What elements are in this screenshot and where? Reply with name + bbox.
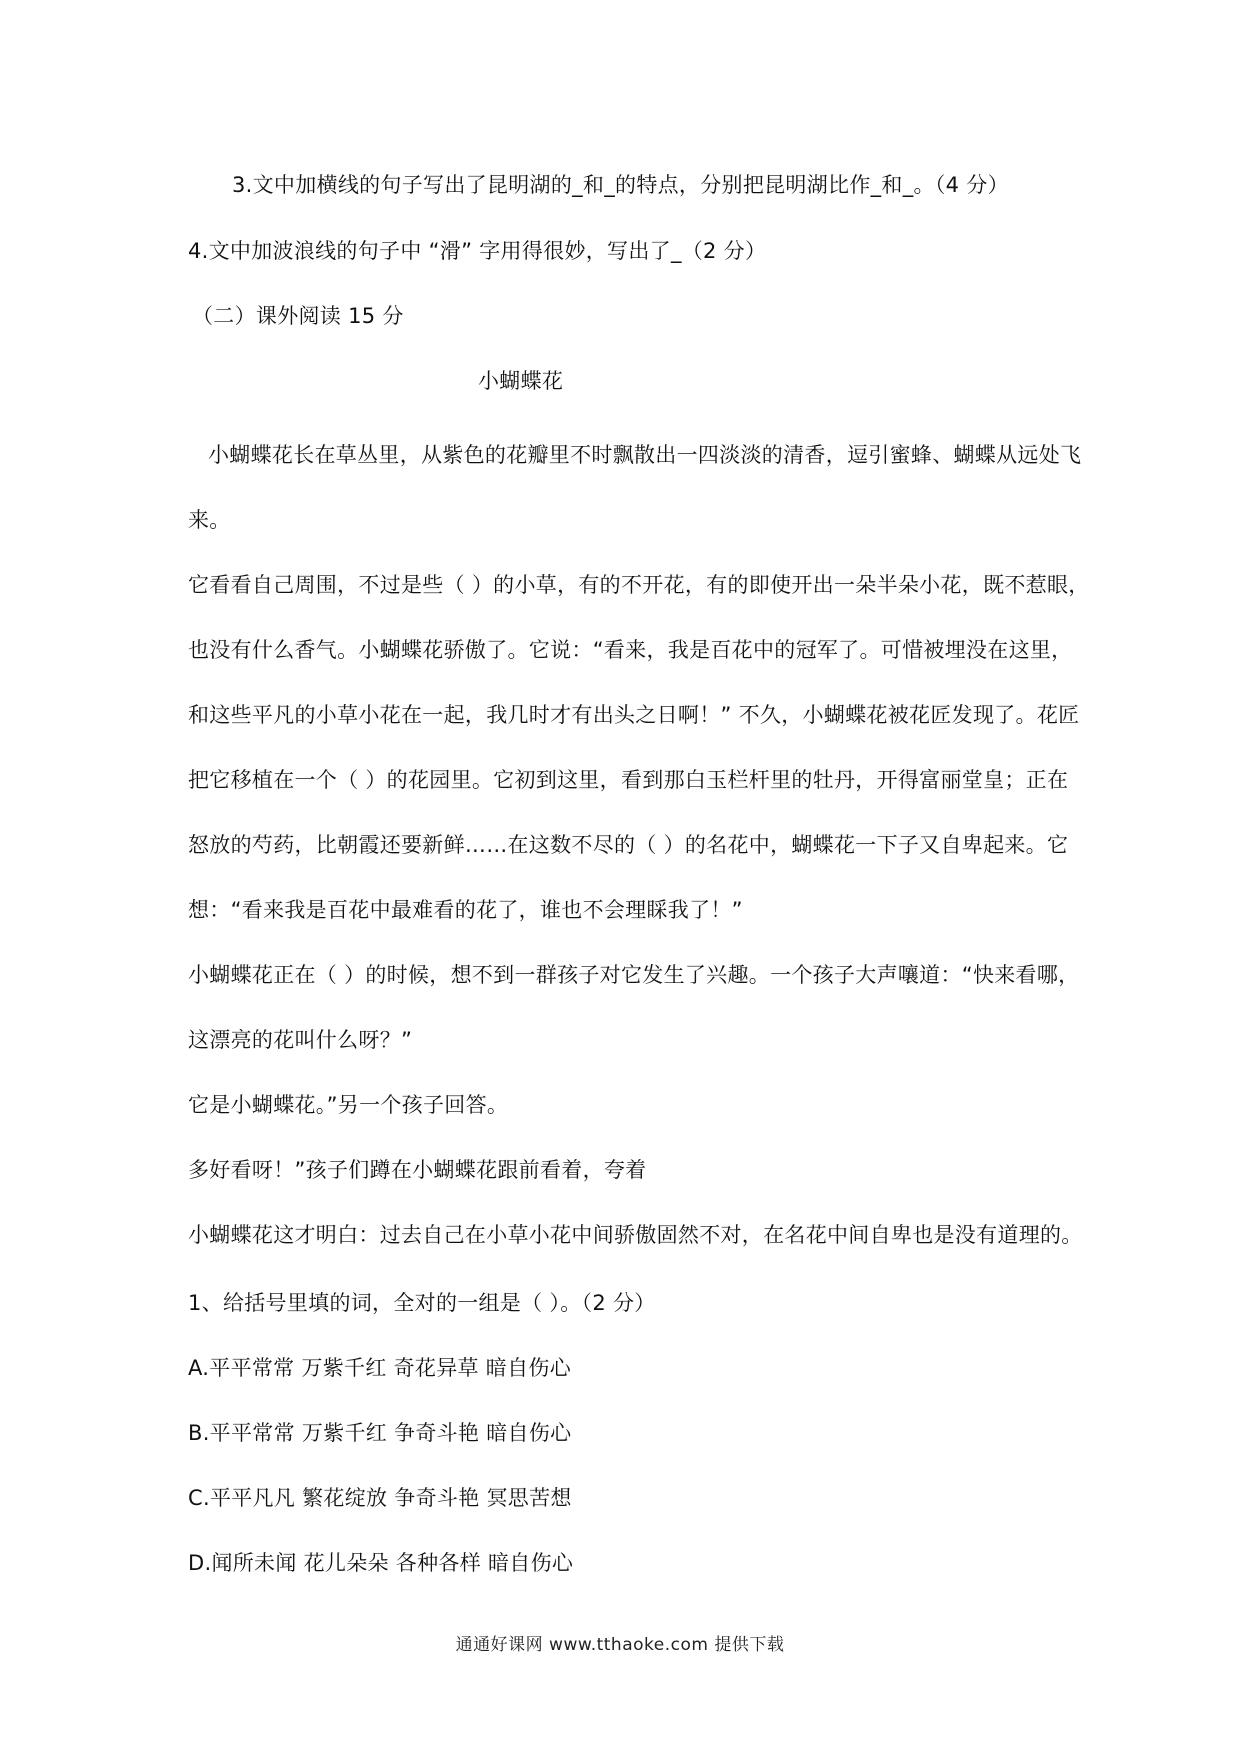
- story-line: 来。: [188, 508, 231, 532]
- story-line: 怒放的芍药，比朝霞还要新鲜……在这数不尽的（ ）的名花中，蝴蝶花一下子又自卑起来。它: [188, 833, 1069, 857]
- question-4: 4.文中加波浪线的句子中 “滑” 字用得很妙，写出了_（2 分）: [188, 239, 767, 263]
- story-line: 想：“看来我是百花中最难看的花了，谁也不会理睬我了！”: [188, 898, 743, 922]
- story-line: 这漂亮的花叫什么呀？”: [188, 1028, 413, 1052]
- option-b: B.平平常常 万紫千红 争奇斗艳 暗自伤心: [188, 1421, 572, 1445]
- option-c: C.平平凡凡 繁花绽放 争奇斗艳 冥思苦想: [188, 1486, 572, 1510]
- story-line: 它看看自己周围，不过是些（ ）的小草，有的不开花，有的即使开出一朵半朵小花，既不惹眼，: [188, 573, 1090, 597]
- story-line: 也没有什么香气。小蝴蝶花骄傲了。它说：“看来，我是百花中的冠军了。可惜被埋没在这里，: [188, 638, 1073, 662]
- story-title: 小蝴蝶花: [478, 369, 564, 393]
- story-line: 小蝴蝶花长在草丛里，从紫色的花瓣里不时飘散出一四淡淡的清香，逗引蜜蜂、蝴蝶从远处飞: [208, 443, 1082, 467]
- option-a: A.平平常常 万紫千红 奇花异草 暗自伤心: [188, 1356, 571, 1380]
- story-line: 多好看呀！”孩子们蹲在小蝴蝶花跟前看着，夸着: [188, 1158, 647, 1182]
- question-3: 3.文中加横线的句子写出了昆明湖的_和_的特点，分别把昆明湖比作_和_。（4 分）: [232, 173, 1009, 197]
- question-1-prompt: 1、给括号里填的词，全对的一组是（ ）。（2 分）: [188, 1291, 656, 1315]
- section-heading: （二）课外阅读 15 分: [192, 304, 404, 328]
- story-line: 小蝴蝶花这才明白：过去自己在小草小花中间骄傲固然不对，在名花中间自卑也是没有道理的。: [188, 1223, 1083, 1247]
- footer-watermark: 通通好课网 www.tthaoke.com 提供下载: [455, 1635, 785, 1655]
- story-line: 它是小蝴蝶花。”另一个孩子回答。: [188, 1093, 509, 1117]
- option-d: D.闻所未闻 花儿朵朵 各种各样 暗自伤心: [188, 1551, 574, 1575]
- story-line: 和这些平凡的小草小花在一起，我几时才有出头之日啊！” 不久，小蝴蝶花被花匠发现了。花匠: [188, 703, 1080, 727]
- story-line: 把它移植在一个（ ）的花园里。它初到这里，看到那白玉栏杆里的牡丹，开得富丽堂皇；正在: [188, 768, 1069, 792]
- story-line: 小蝴蝶花正在（ ）的时候，想不到一群孩子对它发生了兴趣。一个孩子大声嚷道：“快来看哪，: [188, 963, 1080, 987]
